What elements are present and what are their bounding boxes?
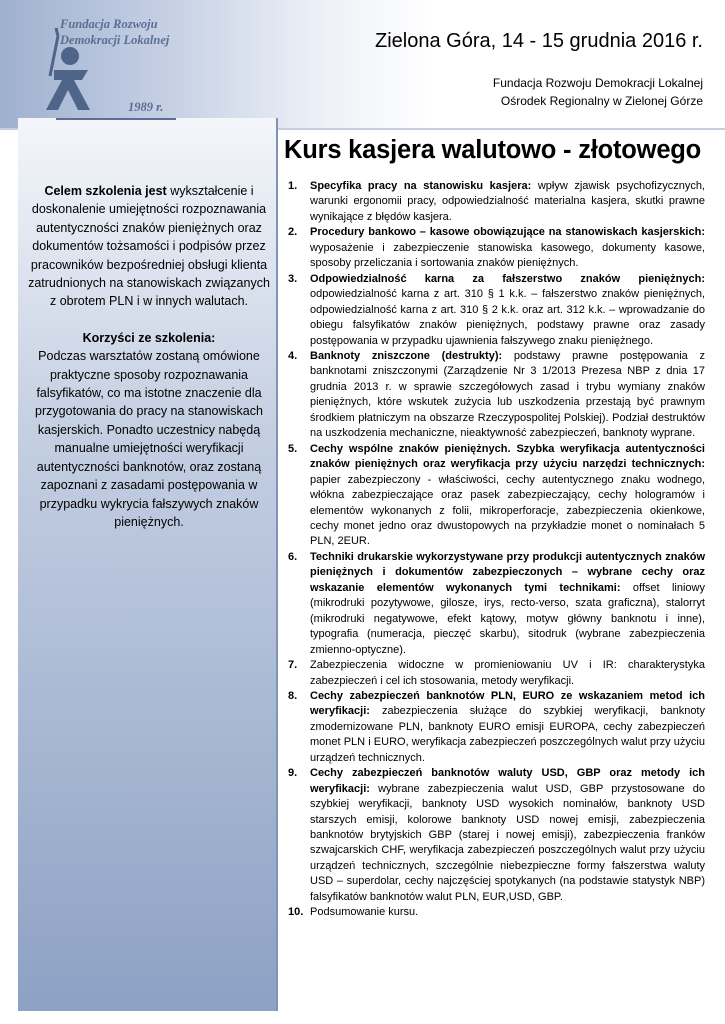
logo-underline xyxy=(56,118,176,120)
topic-lead: Cechy zabezpieczeń banknotów PLN, EURO ze wskazaniem metod ich weryfikacji: xyxy=(310,689,705,718)
topic-lead: Odpowiedzialność karna za fałszerstwo znaków pieniężnych: xyxy=(310,272,705,285)
logo-org-line1: Fundacja Rozwoju xyxy=(60,17,158,31)
topic-text: wybrane zabezpieczenia walut USD, GBP przystosowane do szybkiej weryfikacji, banknoty USD wysokich nominałów, banknoty USD starszych emisji, kolorowe banknoty USD nowej emisji, zabezpieczenia banknotów brytyjskich GBP (starej i nowej emisji), zabezpieczenia franków szwajcarskich CHF, weryfikacja zabezpieczeń poszczególnych walut przy użyciu urządzeń technicznych, szczególnie niebezpieczne formy fałszerstwa waluty USD – superdolar, cechy najczęściej spotykanych (na podstawie statystyk NBP) falsyfikatów banknotów walut PLN, EUR,USD, GBP. xyxy=(310,782,705,903)
topic-text: odpowiedzialność karna z art. 310 § 1 k.k. – fałszerstwo znaków pieniężnych, odpowiedzialność karna z art. 310 § 2 k.k. oraz art. 312 k.k. – wprowadzanie do obiegu falsyfikatów znaków pieniężnych, podstawy prawne oraz zasady postępowania w przypadku ujawnienia fałszywego znaku pieniężnego. xyxy=(310,288,705,347)
organizer-block xyxy=(493,74,703,110)
course-goal-lead: Celem szkolenia jest xyxy=(44,184,167,198)
topic-text: offset liniowy (mikrodruki pozytywowe, gilosze, irys, recto-verso, szata graficzna), stalorryt (mikrodruki negatywowe, efekt kątowy, motyw główny banknotu i inne), typografia (numeracja, pieczęć skarbu), sitodruk (wybrane zabezpieczenia zmienno-optyczne). xyxy=(310,581,705,656)
benefits-heading: Korzyści ze szkolenia: xyxy=(82,330,216,345)
program-section xyxy=(288,179,705,921)
topic-number: 2. xyxy=(288,226,298,239)
course-benefits xyxy=(26,329,272,531)
sidebar-text xyxy=(26,182,272,549)
topic-item xyxy=(288,905,705,920)
city-date: Zielona Góra, 14 - 15 grudnia 2016 r. xyxy=(375,30,703,52)
topic-number: 3. xyxy=(288,272,298,285)
topic-item xyxy=(288,225,705,271)
topic-item xyxy=(288,766,705,905)
topic-lead: Banknoty zniszczone (destrukty): xyxy=(310,349,503,362)
topic-number: 5. xyxy=(288,442,298,455)
logo-year: 1989 r. xyxy=(128,100,164,114)
topic-lead: Cechy zabezpieczeń banknotów waluty USD, GBP oraz metody ich weryfikacji: xyxy=(310,767,705,795)
topic-item xyxy=(288,689,705,766)
topic-number: 1. xyxy=(288,180,298,192)
benefits-text: Podczas warsztatów zostaną omówione praktyczne sposoby rozpoznawania falsyfikatów, co ma istotne znaczenie dla przygotowania do pracy na stanowiskach kasjerskich. Ponadto uczestnicy nabędą manualne umiejętności weryfikacji autentyczności banknotów, oraz zostaną zapoznani z zasadami postępowania w przypadku wykrycia fałszywych znaków pieniężnych. xyxy=(35,349,263,529)
organizer-name: Fundacja Rozwoju Demokracji Lokalnej xyxy=(492,76,703,90)
topic-text: Zabezpieczenia widoczne w promieniowaniu UV i IR: charakterystyka zabezpieczeń i cel ich stosowania, metody weryfikacji. xyxy=(310,659,705,687)
topic-number: 10. xyxy=(288,906,304,919)
topics-list xyxy=(288,179,705,921)
topic-lead: Techniki drukarskie wykorzystywane przy produkcji autentycznych znaków pieniężnych i dokumentów zabezpieczonych – wybrane cechy oraz wskazanie elementów wykonanych tymi technikami: xyxy=(310,550,705,594)
topic-item xyxy=(288,272,705,349)
topic-number: 4. xyxy=(288,349,298,362)
logo-org-name xyxy=(60,16,169,48)
topic-lead: Cechy wspólne znaków pieniężnych. Szybka weryfikacja autentyczności znaków pieniężnych oraz weryfikacja przy użyciu narzędzi technicznych: xyxy=(310,442,705,471)
topic-text: papier zabezpieczony - właściwości, cechy autentycznego znaku wodnego, włókna zabezpieczające oraz pasek zabezpieczający, cechy hologramów i elementów wykonanych z folii, mikroperforacje, zabezpieczenia okienkowe, cechy monet jedno oraz dwustopowych na przykładzie monet o nominałach 5 PLN, 2EUR. xyxy=(310,473,705,548)
topic-item xyxy=(288,442,705,550)
course-title: Kurs kasjera walutowo - złotowego xyxy=(284,136,702,164)
topic-text: wyposażenie i zabezpieczenie stanowiska kasowego, dokumenty kasowe, sposoby przeliczania i sortowania znaków pieniężnych. xyxy=(310,241,705,270)
topic-lead: Specyfika pracy na stanowisku kasjera: xyxy=(310,180,532,192)
topic-number: 8. xyxy=(288,689,298,702)
course-goal xyxy=(26,182,272,311)
topic-text: podstawy prawne postępowania z banknotami zniszczonymi (Zarządzenie Nr 3 1/2013 Prezesa NBP z dnia 17 grudnia 2013 r. w sprawie szczegółowych zasad i trybu wymiany znaków pieniężnych, które wskutek zużycia lub uszkodzenia przestają być prawnym środkiem płatniczym na obszarze Rzeczypospolitej Polskiej). Podział destruktów na uszkodzenia mechaniczne, nieaktywność zabezpieczeń, banknoty wyprane. xyxy=(310,349,705,440)
organizer-branch: Ośrodek Regionalny w Zielonej Górze xyxy=(500,94,703,108)
topic-text: Podsumowanie kursu. xyxy=(310,906,419,919)
topic-text: zabezpieczenia służące do szybkiej weryfikacji, banknoty zmodernizowane PLN, banknoty EURO emisji EUROPA, cechy zabezpieczeń monet PLN i EURO, weryfikacja zabezpieczeń poszczególnych walut przy użyciu urządzeń technicznych. xyxy=(310,705,705,764)
topic-item xyxy=(288,179,705,225)
topic-number: 7. xyxy=(288,659,298,672)
topic-number: 9. xyxy=(288,767,298,780)
logo-org-line2: Demokracji Lokalnej xyxy=(60,33,170,47)
course-goal-text: wykształcenie i doskonalenie umiejętności rozpoznawania autentyczności znaków pieniężnych oraz dokumentów tożsamości i podpisów przez pracowników bezpośredniej obsługi klienta zatrudnionych na stanowiskach związanych z obrotem PLN i w innych walutach. xyxy=(28,184,270,309)
topic-lead: Procedury bankowo – kasowe obowiązujące na stanowiskach kasjerskich: xyxy=(310,226,705,239)
topic-item xyxy=(288,349,705,442)
topic-text: wpływ zjawisk psychofizycznych, warunki ergonomii pracy, odpowiedzialność materialna kasjera, skutki prawne wynikające z błędów kasjera. xyxy=(310,180,705,223)
topic-number: 6. xyxy=(288,550,298,563)
topic-item xyxy=(288,658,705,689)
topic-item xyxy=(288,550,705,658)
